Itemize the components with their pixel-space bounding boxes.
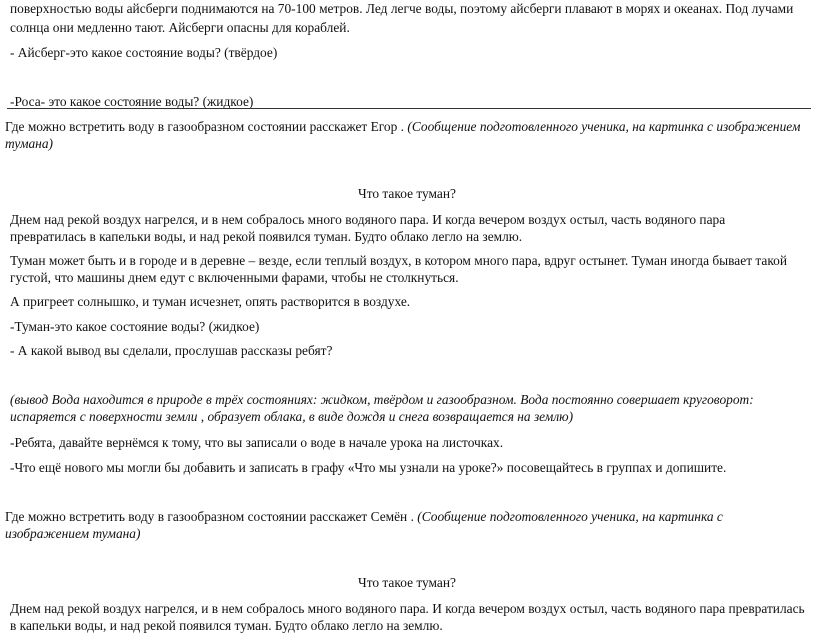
conclusion-line-2: испаряется с поверхности земли , образует облака, в виде дождя и снега возвращается на землю) — [10, 409, 574, 424]
fog-question: -Туман-это какое состояние воды? (жидкое) — [10, 319, 260, 334]
fog-paragraph-1-line-1: Днем над рекой воздух нагрелся, и в нем собралось много водяного пара. И когда вечером воздух остыл, часть водяного пара — [10, 212, 726, 227]
conclusion-line-1: (вывод Вода находится в природе в трёх состояниях: жидком, твёрдом и газообразном. Вода постоянно совершает круговорот: — [10, 392, 754, 407]
intro-text-line-1: поверхностью воды айсберги поднимаются на 70-100 метров. Лед легче воды, поэтому айсберги плавают в морях и океанах. Под лучами — [10, 1, 794, 16]
gas-state-intro-1 — [5, 117, 800, 136]
fog-paragraph-1-line-2: превратилась в капельки воды, и над рекой появился туман. Будто облако легло на землю. — [10, 229, 523, 244]
fog-paragraph-2-line-2: густой, что машины днем едут с включенными фарами, чтобы не столкнуться. — [10, 270, 459, 285]
gas-state-intro-1-note-line-2: тумана) — [5, 136, 53, 151]
return-to-notes: -Ребята, давайте вернёмся к тому, что вы записали о воде в начале урока на листочках. — [10, 435, 504, 450]
fog-title-2: Что такое туман? — [358, 575, 456, 590]
fog-paragraph-2-line-1: Туман может быть и в городе и в деревне – везде, если теплый воздух, в котором много пара, вдруг остынет. Туман иногда бывает такой — [10, 253, 788, 268]
fog2-paragraph-1-line-1: Днем над рекой воздух нагрелся, и в нем собралось много водяного пара. И когда вечером воздух остыл, часть водяного пара превратилась — [10, 601, 805, 616]
gas-state-intro-1-note: (Сообщение подготовленного ученика, на картинка с изображением — [407, 119, 801, 134]
horizontal-divider — [7, 108, 811, 109]
iceberg-question: - Айсберг-это какое состояние воды? (твёрдое) — [10, 45, 278, 60]
gas-state-intro-2-note-line-2: изображением тумана) — [5, 526, 141, 541]
gas-state-intro-1-plain: Где можно встретить воду в газообразном состоянии расскажет Егор . — [5, 119, 405, 134]
add-new-info: -Что ещё нового мы могли бы добавить и записать в графу «Что мы узнали на уроке?» посовещайтесь в группах и допишите. — [10, 460, 727, 475]
fog2-paragraph-1-line-2: в капельки воды, и над рекой появился туман. Будто облако легло на землю. — [10, 618, 443, 633]
conclusion-question: - А какой вывод вы сделали, прослушав рассказы ребят? — [10, 343, 333, 358]
fog-paragraph-3: А пригреет солнышко, и туман исчезнет, опять растворится в воздухе. — [10, 294, 411, 309]
fog-title: Что такое туман? — [358, 186, 456, 201]
dew-question: -Роса- это какое состояние воды? (жидкое) — [10, 94, 254, 109]
gas-state-intro-2-plain: Где можно встретить воду в газообразном состоянии расскажет Семён . — [5, 509, 414, 524]
gas-state-intro-2-note: (Сообщение подготовленного ученика, на картинка с — [417, 509, 723, 524]
intro-text-line-2: солнца они медленно тают. Айсберги опасны для кораблей. — [10, 20, 350, 35]
